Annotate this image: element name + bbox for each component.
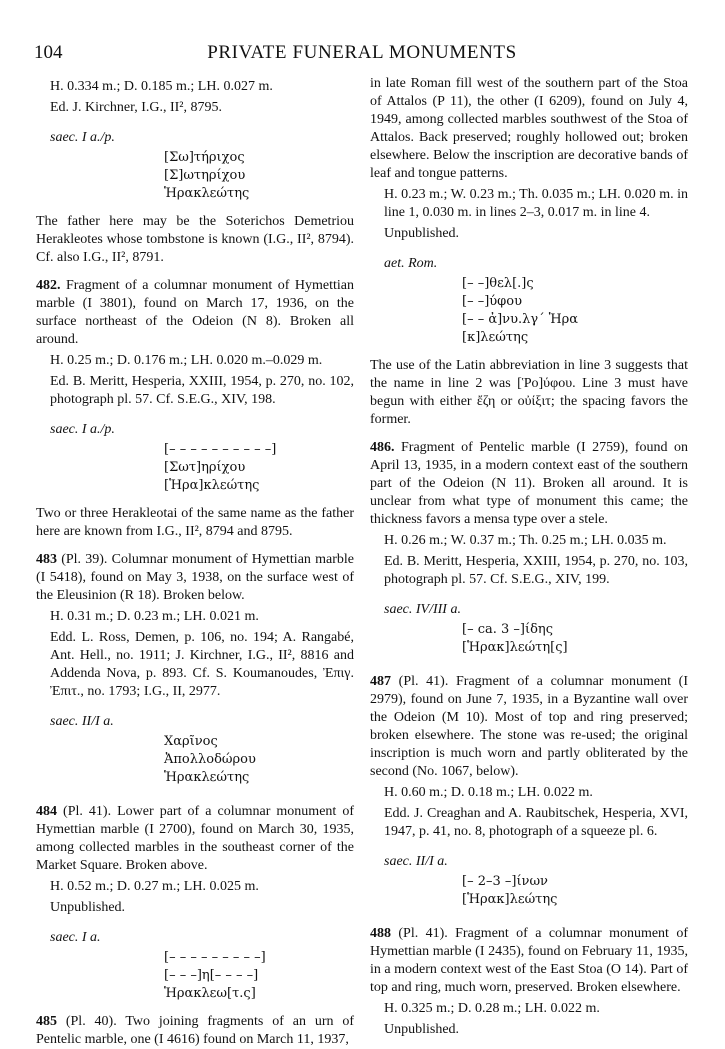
inscription-line: [Σω]τήριχος xyxy=(164,150,245,165)
measurements-488: H. 0.325 m.; D. 0.28 m.; LH. 0.022 m. xyxy=(384,1001,600,1016)
measurements-485: H. 0.23 m.; W. 0.23 m.; Th. 0.035 m.; LH. 0.020 m. in line 1, 0.030 m. in lines 2–3, 0.017 m. in line 4. xyxy=(384,187,688,220)
inscription-line: Ἡρακλεώτης xyxy=(164,186,250,201)
measurements-486: H. 0.26 m.; W. 0.37 m.; Th. 0.25 m.; LH. 0.035 m. xyxy=(384,533,667,548)
page-number: 104 xyxy=(34,42,63,63)
entry-485 xyxy=(36,1013,354,1049)
inscription-line: [– 2–3 –]ίνων xyxy=(462,874,548,889)
entry-description: Fragment of a columnar monument of Hymettian marble (I 3801), found on March 17, 1936, on the surface northeast of the Odeion (N 8). Broken all around. xyxy=(36,278,354,347)
date-486: saec. IV/III a. xyxy=(384,602,461,617)
measurements-483: H. 0.31 m.; D. 0.23 m.; LH. 0.021 m. xyxy=(50,609,259,624)
entry-485-continued: in late Roman fill west of the southern part of the Stoa of Attalos (P 11), the other (I 6209), found on July 4, 1949, among collected marbles southwest of the Stoa of Attalos. Back preserved; roughly hollowed out; broken elsewhere. Below the inscription are decorative bands of leaf and tongue patterns. xyxy=(370,76,688,181)
inscription-line: [Σ]ωτηρίχου xyxy=(164,168,246,183)
edition-482: Ed. B. Meritt, Hesperia, XXIII, 1954, p. 270, no. 102, photograph pl. 57. Cf. S.E.G., XIV, 198. xyxy=(50,374,354,407)
commentary-485: The use of the Latin abbreviation in line 3 suggests that the name in line 2 was [Ῥο]ύφου. Line 3 must have begun with either ἔζη or οὐίξιτ; the spacing favors the former. xyxy=(370,358,688,427)
inscription-line: [Ἡρακ]λεώτης xyxy=(462,892,558,907)
inscription-481 xyxy=(36,149,354,203)
right-column xyxy=(370,75,688,1039)
inscription-line: [Σωτ]ηρίχου xyxy=(164,460,246,475)
inscription-486 xyxy=(370,621,688,657)
measurements-482: H. 0.25 m.; D. 0.176 m.; LH. 0.020 m.–0.029 m. xyxy=(50,353,323,368)
date-481: saec. I a./p. xyxy=(50,130,115,145)
date-485: aet. Rom. xyxy=(384,256,438,271)
measurements-484: H. 0.52 m.; D. 0.27 m.; LH. 0.025 m. xyxy=(50,879,259,894)
inscription-line: [– – –]η[– – – –] xyxy=(164,968,259,983)
edition-487: Edd. J. Creaghan and A. Raubitschek, Hesperia, XVI, 1947, p. 41, no. 8, photograph of a squeeze pl. 6. xyxy=(384,806,688,839)
inscription-line: [– – ἀ]νυ.λγ΄ Ἡρα xyxy=(462,312,579,327)
page-header xyxy=(34,42,690,66)
entry-description: (Pl. 41). Fragment of a columnar monument (I 2979), found on June 7, 1935, in a Byzantine wall over the Odeion (M 10). Most of top and ring preserved; broken elsewhere. The stone was re-used; the original inscription is much worn and partly obliterated by the second (No. 1067, below). xyxy=(370,674,688,779)
entry-description: Fragment of Pentelic marble (I 2759), found on April 13, 1935, in a modern context east of the southern part of the Odeion (N 11). Broken all around. It is unclear from what type of monument this came; the thickness favors a mensa type over a stele. xyxy=(370,440,688,527)
entry-487 xyxy=(370,673,688,781)
entry-number: 487 xyxy=(370,674,391,689)
entry-484 xyxy=(36,803,354,875)
entry-482 xyxy=(36,277,354,349)
entry-description: (Pl. 41). Lower part of a columnar monument of Hymettian marble (I 2700), found on March 30, 1935, among collected marbles in the southeast corner of the Market Square. Broken above. xyxy=(36,804,354,873)
inscription-483 xyxy=(36,733,354,787)
inscription-line: Ἡρακλεώτης xyxy=(164,770,250,785)
entry-description: (Pl. 40). Two joining fragments of an urn of Pentelic marble, one (I 4616) found on March 11, 1937, xyxy=(36,1014,354,1047)
entry-description: (Pl. 41). Fragment of a columnar monument of Hymettian marble (I 2435), found on February 11, 1935, in a modern context west of the East Stoa (O 14). Part of top and ring, much worn, preserved. Broken elsewhere. xyxy=(370,926,688,995)
entry-483 xyxy=(36,551,354,605)
date-484: saec. I a. xyxy=(50,930,101,945)
unpublished-485: Unpublished. xyxy=(384,226,460,241)
inscription-line: [– – – – – – – – –] xyxy=(164,950,266,965)
left-column xyxy=(36,75,354,1049)
unpublished-488: Unpublished. xyxy=(384,1022,460,1037)
inscription-485 xyxy=(370,275,688,347)
measurements-487: H. 0.60 m.; D. 0.18 m.; LH. 0.022 m. xyxy=(384,785,593,800)
unpublished-484: Unpublished. xyxy=(50,900,126,915)
entry-number: 482. xyxy=(36,278,61,293)
inscription-line: [Ἡρακ]λεώτη[ς] xyxy=(462,640,568,655)
date-482: saec. I a./p. xyxy=(50,422,115,437)
inscription-line: [κ]λεώτης xyxy=(462,330,529,345)
inscription-line: [– –]ύφου xyxy=(462,294,523,309)
inscription-487 xyxy=(370,873,688,909)
entry-number: 483 xyxy=(36,552,57,567)
entry-description: (Pl. 39). Columnar monument of Hymettian marble (I 5418), found on May 3, 1938, on the surface west of the Eleusinion (R 18). Broken below. xyxy=(36,552,354,603)
commentary-482: Two or three Herakleotai of the same name as the father here are known from I.G., II², 8794 and 8795. xyxy=(36,506,354,539)
inscription-line: [– ca. 3 –]ίδης xyxy=(462,622,553,637)
edition-486: Ed. B. Meritt, Hesperia, XXIII, 1954, p. 270, no. 103, photograph pl. 57. Cf. S.E.G., XIV, 199. xyxy=(384,554,688,587)
inscription-484 xyxy=(36,949,354,1003)
inscription-line: [– – – – – – – – – –] xyxy=(164,442,277,457)
entry-486 xyxy=(370,439,688,529)
entry-488 xyxy=(370,925,688,997)
inscription-line: Χαρῖνος xyxy=(164,734,218,749)
entry-number: 486. xyxy=(370,440,395,455)
edition-483: Edd. L. Ross, Demen, p. 106, no. 194; A. Rangabé, Ant. Hell., no. 1911; J. Kirchner, I.G., II², 8816 and Addenda Nova, p. 893. Cf. S. Koumanoudes, Ἐπιγ. Ἐπιτ., no. 1793; I.G., II, 2977. xyxy=(50,630,354,699)
inscription-line: [– –]θελ[.]ς xyxy=(462,276,534,291)
commentary-481: The father here may be the Soterichos Demetriou Herakleotes whose tombstone is known (I.G., II², 8794). Cf. also I.G., II², 8791. xyxy=(36,214,354,265)
inscription-line: [Ἡρα]κλεώτης xyxy=(164,478,260,493)
date-487: saec. II/I a. xyxy=(384,854,448,869)
running-title: PRIVATE FUNERAL MONUMENTS xyxy=(207,42,517,63)
inscription-482 xyxy=(36,441,354,495)
entry-number: 488 xyxy=(370,926,391,941)
inscription-line: Ἀπολλοδώρου xyxy=(164,752,256,767)
measurements-481: H. 0.334 m.; D. 0.185 m.; LH. 0.027 m. xyxy=(50,79,273,94)
entry-number: 484 xyxy=(36,804,57,819)
edition-481: Ed. J. Kirchner, I.G., II², 8795. xyxy=(50,100,222,115)
inscription-line: Ἡρακλεω[τ.ς] xyxy=(164,986,256,1001)
entry-number: 485 xyxy=(36,1014,57,1029)
date-483: saec. II/I a. xyxy=(50,714,114,729)
